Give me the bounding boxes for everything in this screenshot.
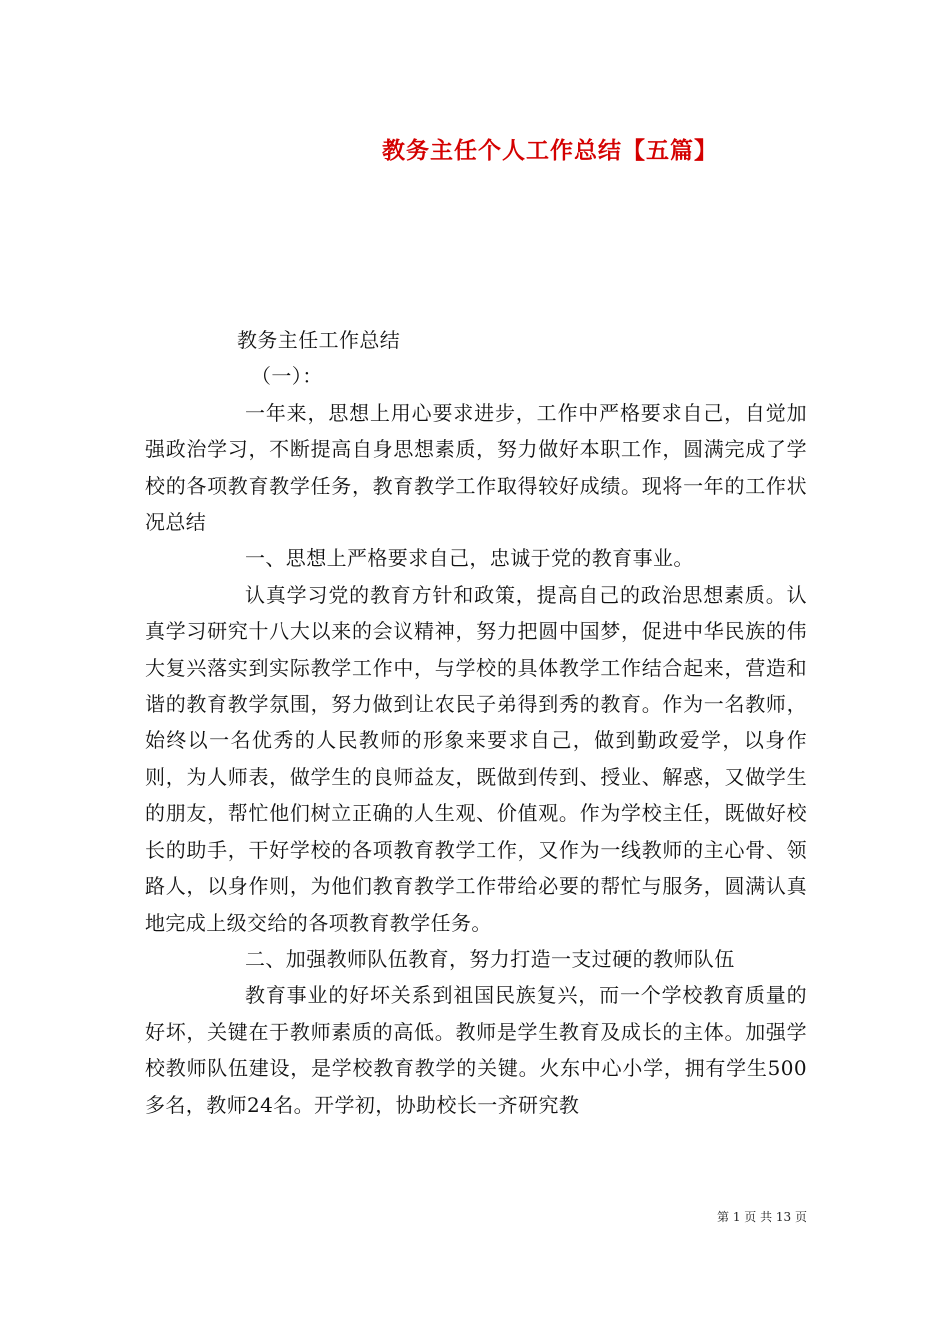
paragraph-section-2: 教育事业的好坏关系到祖国民族复兴，而一个学校教育质量的好坏，关键在于教师素质的高低。教师是学生教育及成长的主体。加强学校教师队伍建设，是学校教育教学的关键。火东中心小学，拥有学生500多名，教师24名。开学初，协助校长一齐研究教 — [145, 983, 807, 1117]
document-title: 教务主任个人工作总结【五篇】 — [382, 137, 718, 164]
document-subtitle: 教务主任工作总结 — [237, 328, 401, 352]
document-body — [145, 322, 807, 1123]
section-label: （一）： — [251, 364, 323, 389]
paragraph-intro: 一年来，思想上用心要求进步，工作中严格要求自己，自觉加强政治学习，不断提高自身思想素质，努力做好本职工作，圆满完成了学校的各项教育教学任务，教育教学工作取得较好成绩。现将一年的工作状况总结 — [145, 400, 807, 535]
heading-section-2: 二、加强教师队伍教育，努力打造一支过硬的教师队伍 — [245, 946, 735, 971]
paragraph-section-1: 认真学习党的教育方针和政策，提高自己的政治思想素质。认真学习研究十八大以来的会议精神，努力把圆中国梦，促进中华民族的伟大复兴落实到实际教学工作中，与学校的具体教学工作结合起来，营造和谐的教育教学氛围，努力做到让农民子弟得到秀的教育。作为一名教师，始终以一名优秀的人民教师的形象来要求自己，做到勤政爱学，以身作则，为人师表，做学生的良师益友，既做到传到、授业、解惑，又做学生的朋友，帮忙他们树立正确的人生观、价值观。作为学校主任，既做好校长的助手，干好学校的各项教育教学工作，又作为一线教师的主心骨、领路人，以身作则，为他们教育教学工作带给必要的帮忙与服务，圆满认真地完成上级交给的各项教育教学任务。 — [145, 582, 807, 935]
page-number: 第 1 页 共 13 页 — [717, 1210, 807, 1224]
heading-section-1: 一、思想上严格要求自己，忠诚于党的教育事业。 — [245, 546, 694, 571]
